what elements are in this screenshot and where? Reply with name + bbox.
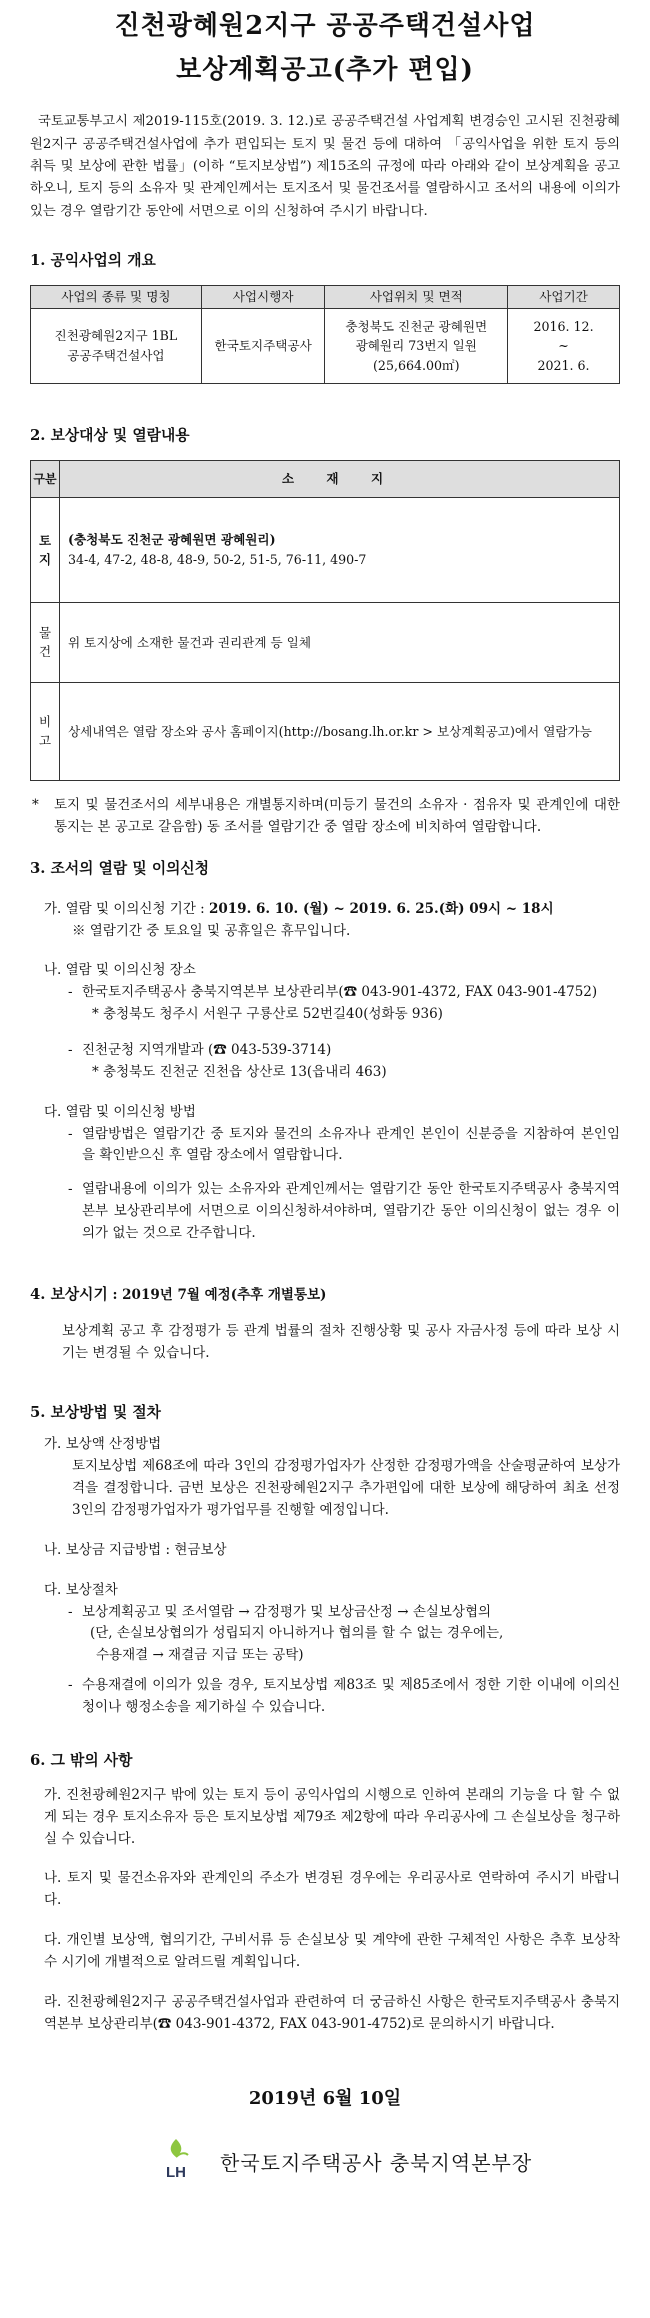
procedure-exception-2: 수용재결 → 재결금 지급 또는 공탁): [96, 1647, 304, 1664]
footnote-mark: *: [32, 796, 39, 813]
compensation-procedure: 다. 보상절차 - 보상계획공고 및 조서열람 → 감정평가 및 보상금산정 → 손실보상협의 (단, 손실보상협의가 성립되지 아니하거나 협의를 할 수 없는 경우에는, 수용재결 → 재결금 지급 또는 공탁) - 수용재결에 이의가 있을 경우, 토지보상법 제83조 및 제85조에서 정한 기한 이내에 이의신청이나 행정소송을 제기하실 수 있습니다.: [30, 1580, 620, 1719]
place-lh-address: * 충청북도 청주시 서원구 구룡산로 52번길40(성화동 936): [92, 1006, 443, 1023]
compensation-target-table: [30, 460, 620, 781]
location-area: (25,664.00㎡): [373, 357, 460, 373]
location-line-2: 광혜원리 73번지 일원: [355, 338, 477, 354]
inspection-period: [30, 899, 620, 943]
lh-logo-text: LH: [166, 2163, 186, 2181]
valuation-method: [30, 1434, 620, 1521]
inspection-period-label: 가. 열람 및 이의신청 기간 :: [44, 900, 209, 917]
section-4-heading: [30, 1283, 620, 1307]
header-operator: 사업시행자: [201, 285, 325, 308]
cell-project-name: [31, 308, 202, 383]
inspection-method-label: 다. 열람 및 이의신청 방법: [44, 1103, 196, 1120]
inspection-period-note: ※ 열람기간 중 토요일 및 공휴일은 휴무입니다.: [72, 922, 351, 939]
location-line-1: 충청북도 진천군 광혜원면: [345, 318, 488, 334]
inspection-period-value: 2019. 6. 10. (월) ~ 2019. 6. 25.(화) 09시 ~ 18시: [209, 900, 554, 917]
section-4-text: 보상계획 공고 후 감정평가 등 관계 법률의 절차 진행상황 및 공사 자금사정 등에 따라 보상 시기는 변경될 수 있습니다.: [62, 1322, 620, 1361]
other-item-ra: 라. 진천광혜원2지구 공공주택건설사업과 관련하여 더 궁금하신 사항은 한국토지주택공사 충북지역본부 보상관리부(☎ 043-901-4372, FAX 043-901-4752)로 문의하시기 바랍니다.: [44, 1993, 620, 2032]
project-name-line-1: 진천광혜원2지구 1BL: [54, 328, 178, 344]
footnote-text: 토지 및 물건조서의 세부내용은 개별통지하며(미등기 물건의 소유자 · 점유자 및 관계인에 대한 통지는 본 공고로 갈음함) 동 조서를 열람기간 중 열람 장소에 비치하여 열람합니다.: [54, 796, 620, 835]
cell-operator: 한국토지주택공사: [201, 308, 325, 383]
row-label-land: 토지: [31, 497, 60, 602]
valuation-method-text: 토지보상법 제68조에 따라 3인의 감정평가업자가 산정한 감정평가액을 산술평균하여 보상가격을 결정합니다. 금번 보상은 진천광혜원2지구 추가편입에 대한 보상에 해당하여 최초 선정 3인의 감정평가업자가 평가업무를 진행할 예정입니다.: [72, 1458, 620, 1519]
procedure-step-2: 수용재결에 이의가 있을 경우, 토지보상법 제83조 및 제85조에서 정한 기한 이내에 이의신청이나 행정소송을 제기하실 수 있습니다.: [82, 1677, 620, 1716]
header-location: 사업위치 및 면적: [325, 285, 508, 308]
section-1-heading: 1. 공익사업의 개요: [30, 252, 156, 270]
period-start: 2016. 12.: [533, 318, 594, 334]
method-item-2: 열람내용에 이의가 있는 소유자와 관계인께서는 열람기간 동안 한국토지주택공사 충북지역본부 보상관리부에 서면으로 이의신청하셔야하며, 열람기간 동안 이의신청이 없는 경우 이의가 없는 것으로 간주합니다.: [82, 1181, 620, 1241]
procedure-label: 다. 보상절차: [44, 1581, 118, 1598]
issuer-footer: [30, 2135, 620, 2195]
section-6-heading: 6. 그 밖의 사항: [30, 1751, 133, 1769]
object-content: 위 토지상에 소재한 물건과 권리관계 등 일체: [60, 602, 620, 682]
notice-title: [30, 0, 620, 89]
section-2-heading: 2. 보상대상 및 열람내용: [30, 426, 190, 444]
lh-logo: [152, 2135, 200, 2183]
procedure-step-1: 보상계획공고 및 조서열람 → 감정평가 및 보상금산정 → 손실보상협의: [82, 1603, 492, 1620]
place-county-address: * 충청북도 진천군 진천읍 상산로 13(읍내리 463): [92, 1063, 387, 1080]
period-separator: ~: [558, 338, 569, 354]
other-item-ga: 가. 진천광혜원2지구 밖에 있는 토지 등이 공익사업의 시행으로 인하여 본래의 기능을 다 할 수 없게 되는 경우 토지소유자 등은 토지보상법 제79조 제2항에 따라 우리공사에 그 손실보상을 청구하실 수 있습니다.: [44, 1786, 620, 1847]
cell-period: [508, 308, 620, 383]
project-overview-table: [30, 285, 620, 384]
intro-paragraph: 국토교통부고시 제2019-115호(2019. 3. 12.)로 공공주택건설 사업계획 변경승인 고시된 진천광혜원2지구 공공주택건설사업에 추가 편입되는 토지 및 물건 등에 대하여 「공익사업을 위한 토지 등의 취득 및 보상에 관한 법률」(이하 “토지보상법”) 제15조의 규정에 따라 아래와 같이 보상계획을 공고하오니, 토지 등의 소유자 및 관계인께서는 토지조서 및 물건조서를 열람하시고 조서의 내용에 이의가 있는 경우 열람기간 동안에 서면으로 이의 신청하여 주시기 바랍니다.: [30, 114, 620, 219]
other-item-da: 다. 개인별 보상액, 협의기간, 구비서류 등 손실보상 및 계약에 관한 구체적인 사항은 추후 보상착수 시기에 개별적으로 알려드릴 계획입니다.: [44, 1932, 620, 1971]
land-lot-numbers: 34-4, 47-2, 48-8, 48-9, 50-2, 51-5, 76-11, 490-7: [68, 551, 367, 567]
inspection-place-label: 나. 열람 및 이의신청 장소: [44, 962, 196, 979]
header-address: 소 재 지: [60, 460, 620, 497]
place-lh-office: 한국토지주택공사 충북지역본부 보상관리부(☎ 043-901-4372, FAX 043-901-4752): [82, 984, 598, 1001]
row-label-object: 물건: [31, 602, 60, 682]
header-category: 구분: [31, 460, 60, 497]
inspection-method: 다. 열람 및 이의신청 방법 - 열람방법은 열람기간 중 토지와 물건의 소유자나 관계인 본인이 신분증을 지참하여 본인임을 확인받으신 후 열람 장소에서 열람합니다. - 열람내용에 이의가 있는 소유자와 관계인께서는 열람기간 동안 한국토지주택공사 충북지역본부 보상관리부에 서면으로 이의신청하셔야하며, 열람기간 동안 이의신청이 없는 경우 이의가 없는 것으로 간주합니다.: [30, 1102, 620, 1245]
valuation-method-label: 가. 보상액 산정방법: [44, 1436, 162, 1453]
procedure-exception-1: (단, 손실보상협의가 성립되지 아니하거나 협의를 할 수 없는 경우에는,: [90, 1625, 504, 1642]
issuer-name: 한국토지주택공사 충북지역본부장: [220, 2150, 533, 2175]
title-line-1: 진천광혜원2지구 공공주택건설사업: [114, 11, 536, 41]
other-item-na: 나. 토지 및 물건소유자와 관계인의 주소가 변경된 경우에는 우리공사로 연락하여 주시기 바랍니다.: [44, 1870, 620, 1909]
notice-date: 2019년 6월 10일: [248, 2087, 402, 2109]
period-end: 2021. 6.: [537, 357, 590, 373]
land-region: (충청북도 진천군 광혜원면 광혜원리): [68, 532, 276, 548]
remark-content: 상세내역은 열람 장소와 공사 홈페이지(http://bosang.lh.or.kr > 보상계획공고)에서 열람가능: [60, 682, 620, 780]
section-3-heading: 3. 조서의 열람 및 이의신청: [30, 859, 209, 877]
project-name-line-2: 공공주택건설사업: [67, 347, 165, 363]
header-project-name: 사업의 종류 및 명칭: [31, 285, 202, 308]
method-item-1: 열람방법은 열람기간 중 토지와 물건의 소유자나 관계인 본인이 신분증을 지참하여 본인임을 확인받으신 후 열람 장소에서 열람합니다.: [82, 1125, 620, 1164]
inspection-place: 나. 열람 및 이의신청 장소 - 한국토지주택공사 충북지역본부 보상관리부(☎ 043-901-4372, FAX 043-901-4752) * 충청북도 청주시 서원구 구룡산로 52번길40(성화동 936) - 진천군청 지역개발과 (☎ 043-539-3714) * 충청북도 진천군 진천읍 상산로 13(읍내리 463): [30, 960, 620, 1083]
section-4-title: 4. 보상시기: [30, 1285, 108, 1303]
section-5-heading: 5. 보상방법 및 절차: [30, 1403, 161, 1421]
header-period: 사업기간: [508, 285, 620, 308]
place-county-office: 진천군청 지역개발과 (☎ 043-539-3714): [82, 1041, 332, 1058]
payment-method: 나. 보상금 지급방법 : 현금보상: [44, 1541, 227, 1558]
section-4-value: : 2019년 7월 예정(추후 개별통보): [107, 1286, 327, 1303]
footnote: [30, 795, 620, 839]
title-line-2: 보상계획공고(추가 편입): [176, 54, 474, 85]
row-label-remark: 비고: [31, 682, 60, 780]
land-content: [60, 497, 620, 602]
cell-location: [325, 308, 508, 383]
